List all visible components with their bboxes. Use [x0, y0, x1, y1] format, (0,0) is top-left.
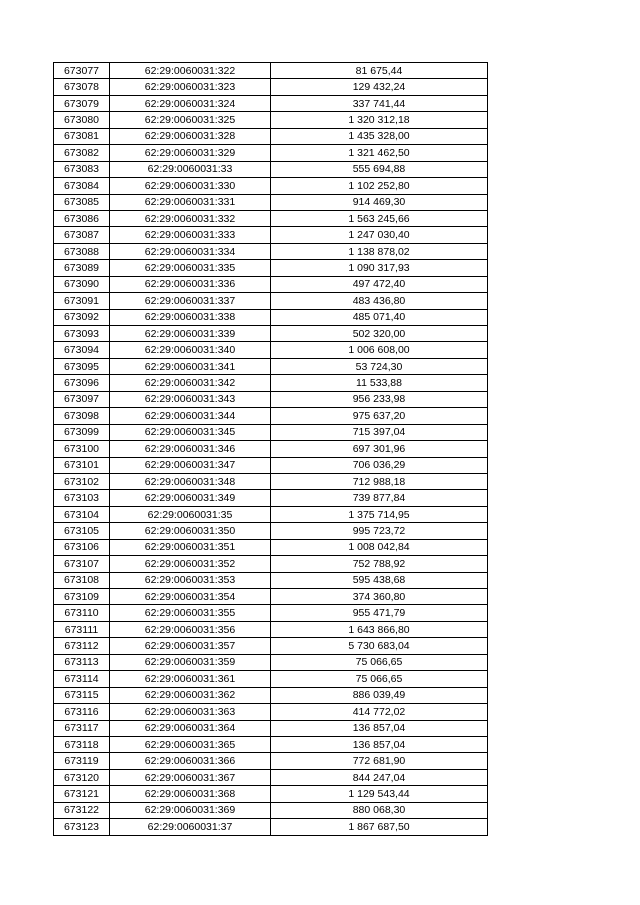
value-cell: 995 723,72: [271, 523, 488, 539]
value-cell: 136 857,04: [271, 736, 488, 752]
cadastral-number-cell: 62:29:0060031:345: [110, 424, 271, 440]
value-cell: 715 397,04: [271, 424, 488, 440]
value-cell: 1 320 312,18: [271, 112, 488, 128]
row-number-cell: 673090: [54, 276, 110, 292]
table-row: [54, 556, 488, 572]
value-cell: 485 071,40: [271, 309, 488, 325]
table-row: [54, 424, 488, 440]
cadastral-number-cell: 62:29:0060031:351: [110, 539, 271, 555]
row-number-cell: 673077: [54, 63, 110, 79]
value-cell: 502 320,00: [271, 326, 488, 342]
value-cell: 975 637,20: [271, 408, 488, 424]
row-number-cell: 673108: [54, 572, 110, 588]
row-number-cell: 673111: [54, 621, 110, 637]
cadastral-number-cell: 62:29:0060031:324: [110, 95, 271, 111]
table-row: [54, 326, 488, 342]
cadastral-number-cell: 62:29:0060031:330: [110, 178, 271, 194]
cadastral-number-cell: 62:29:0060031:347: [110, 457, 271, 473]
row-number-cell: 673098: [54, 408, 110, 424]
table-row: [54, 112, 488, 128]
cadastral-number-cell: 62:29:0060031:367: [110, 769, 271, 785]
table-row: [54, 375, 488, 391]
row-number-cell: 673110: [54, 605, 110, 621]
cadastral-number-cell: 62:29:0060031:339: [110, 326, 271, 342]
row-number-cell: 673080: [54, 112, 110, 128]
cadastral-number-cell: 62:29:0060031:354: [110, 589, 271, 605]
cadastral-number-cell: 62:29:0060031:365: [110, 736, 271, 752]
cadastral-number-cell: 62:29:0060031:340: [110, 342, 271, 358]
row-number-cell: 673097: [54, 391, 110, 407]
row-number-cell: 673086: [54, 210, 110, 226]
cadastral-number-cell: 62:29:0060031:331: [110, 194, 271, 210]
row-number-cell: 673104: [54, 506, 110, 522]
row-number-cell: 673101: [54, 457, 110, 473]
row-number-cell: 673094: [54, 342, 110, 358]
table-row: [54, 687, 488, 703]
cadastral-number-cell: 62:29:0060031:353: [110, 572, 271, 588]
cadastral-number-cell: 62:29:0060031:332: [110, 210, 271, 226]
row-number-cell: 673113: [54, 654, 110, 670]
value-cell: 53 724,30: [271, 358, 488, 374]
table-row: [54, 786, 488, 802]
value-cell: 414 772,02: [271, 704, 488, 720]
value-cell: 136 857,04: [271, 720, 488, 736]
row-number-cell: 673109: [54, 589, 110, 605]
cadastral-number-cell: 62:29:0060031:343: [110, 391, 271, 407]
cadastral-number-cell: 62:29:0060031:344: [110, 408, 271, 424]
value-cell: 75 066,65: [271, 671, 488, 687]
cadastral-number-cell: 62:29:0060031:37: [110, 819, 271, 835]
row-number-cell: 673083: [54, 161, 110, 177]
table-row: [54, 523, 488, 539]
row-number-cell: 673105: [54, 523, 110, 539]
table-row: [54, 441, 488, 457]
cadastral-number-cell: 62:29:0060031:334: [110, 243, 271, 259]
row-number-cell: 673085: [54, 194, 110, 210]
row-number-cell: 673107: [54, 556, 110, 572]
value-cell: 956 233,98: [271, 391, 488, 407]
row-number-cell: 673093: [54, 326, 110, 342]
table-row: [54, 671, 488, 687]
table-row: [54, 621, 488, 637]
table-row: [54, 539, 488, 555]
value-cell: 1 008 042,84: [271, 539, 488, 555]
row-number-cell: 673117: [54, 720, 110, 736]
cadastral-number-cell: 62:29:0060031:337: [110, 293, 271, 309]
cadastral-number-cell: 62:29:0060031:338: [110, 309, 271, 325]
table-row: [54, 638, 488, 654]
row-number-cell: 673078: [54, 79, 110, 95]
cadastral-number-cell: 62:29:0060031:348: [110, 473, 271, 489]
value-cell: 374 360,80: [271, 589, 488, 605]
value-cell: 483 436,80: [271, 293, 488, 309]
table-row: [54, 457, 488, 473]
value-cell: 5 730 683,04: [271, 638, 488, 654]
cadastral-number-cell: 62:29:0060031:333: [110, 227, 271, 243]
table-row: [54, 128, 488, 144]
value-cell: 1 867 687,50: [271, 819, 488, 835]
row-number-cell: 673114: [54, 671, 110, 687]
table-row: [54, 736, 488, 752]
cadastral-number-cell: 62:29:0060031:369: [110, 802, 271, 818]
cadastral-number-cell: 62:29:0060031:359: [110, 654, 271, 670]
value-cell: 914 469,30: [271, 194, 488, 210]
row-number-cell: 673123: [54, 819, 110, 835]
table-row: [54, 342, 488, 358]
table-row: [54, 753, 488, 769]
table-row: [54, 161, 488, 177]
row-number-cell: 673100: [54, 441, 110, 457]
value-cell: 697 301,96: [271, 441, 488, 457]
value-cell: 1 643 866,80: [271, 621, 488, 637]
value-cell: 1 321 462,50: [271, 145, 488, 161]
row-number-cell: 673099: [54, 424, 110, 440]
table-row: [54, 79, 488, 95]
value-cell: 75 066,65: [271, 654, 488, 670]
cadastral-number-cell: 62:29:0060031:364: [110, 720, 271, 736]
cadastral-number-cell: 62:29:0060031:363: [110, 704, 271, 720]
row-number-cell: 673120: [54, 769, 110, 785]
row-number-cell: 673087: [54, 227, 110, 243]
value-cell: 11 533,88: [271, 375, 488, 391]
row-number-cell: 673122: [54, 802, 110, 818]
cadastral-number-cell: 62:29:0060031:33: [110, 161, 271, 177]
row-number-cell: 673088: [54, 243, 110, 259]
value-cell: 1 090 317,93: [271, 260, 488, 276]
value-cell: 1 247 030,40: [271, 227, 488, 243]
row-number-cell: 673116: [54, 704, 110, 720]
cadastral-number-cell: 62:29:0060031:352: [110, 556, 271, 572]
value-cell: 595 438,68: [271, 572, 488, 588]
table-row: [54, 490, 488, 506]
table-row: [54, 95, 488, 111]
value-cell: 555 694,88: [271, 161, 488, 177]
row-number-cell: 673084: [54, 178, 110, 194]
value-cell: 1 138 878,02: [271, 243, 488, 259]
value-cell: 706 036,29: [271, 457, 488, 473]
table-body: [54, 63, 488, 836]
value-cell: 752 788,92: [271, 556, 488, 572]
table-row: [54, 704, 488, 720]
value-cell: 844 247,04: [271, 769, 488, 785]
table-row: [54, 769, 488, 785]
row-number-cell: 673082: [54, 145, 110, 161]
row-number-cell: 673095: [54, 358, 110, 374]
row-number-cell: 673096: [54, 375, 110, 391]
cadastral-number-cell: 62:29:0060031:323: [110, 79, 271, 95]
cadastral-number-cell: 62:29:0060031:342: [110, 375, 271, 391]
cadastral-number-cell: 62:29:0060031:335: [110, 260, 271, 276]
row-number-cell: 673089: [54, 260, 110, 276]
row-number-cell: 673106: [54, 539, 110, 555]
table-row: [54, 819, 488, 835]
row-number-cell: 673103: [54, 490, 110, 506]
cadastral-number-cell: 62:29:0060031:322: [110, 63, 271, 79]
cadastral-number-cell: 62:29:0060031:341: [110, 358, 271, 374]
table-row: [54, 802, 488, 818]
cadastral-number-cell: 62:29:0060031:350: [110, 523, 271, 539]
cadastral-number-cell: 62:29:0060031:357: [110, 638, 271, 654]
row-number-cell: 673091: [54, 293, 110, 309]
value-cell: 886 039,49: [271, 687, 488, 703]
table-row: [54, 63, 488, 79]
table-row: [54, 720, 488, 736]
value-cell: 739 877,84: [271, 490, 488, 506]
table-row: [54, 293, 488, 309]
table-row: [54, 605, 488, 621]
table-row: [54, 473, 488, 489]
cadastral-number-cell: 62:29:0060031:349: [110, 490, 271, 506]
value-cell: 1 006 608,00: [271, 342, 488, 358]
cadastral-number-cell: 62:29:0060031:329: [110, 145, 271, 161]
cadastral-number-cell: 62:29:0060031:366: [110, 753, 271, 769]
cadastral-number-cell: 62:29:0060031:325: [110, 112, 271, 128]
table-row: [54, 408, 488, 424]
value-cell: 772 681,90: [271, 753, 488, 769]
row-number-cell: 673119: [54, 753, 110, 769]
value-cell: 129 432,24: [271, 79, 488, 95]
cadastral-number-cell: 62:29:0060031:361: [110, 671, 271, 687]
table-row: [54, 227, 488, 243]
cadastral-number-cell: 62:29:0060031:356: [110, 621, 271, 637]
row-number-cell: 673118: [54, 736, 110, 752]
cadastral-number-cell: 62:29:0060031:328: [110, 128, 271, 144]
value-cell: 1 129 543,44: [271, 786, 488, 802]
table-row: [54, 358, 488, 374]
value-cell: 1 435 328,00: [271, 128, 488, 144]
table-row: [54, 572, 488, 588]
table-row: [54, 260, 488, 276]
row-number-cell: 673121: [54, 786, 110, 802]
cadastral-number-cell: 62:29:0060031:355: [110, 605, 271, 621]
row-number-cell: 673115: [54, 687, 110, 703]
row-number-cell: 673081: [54, 128, 110, 144]
value-cell: 497 472,40: [271, 276, 488, 292]
table-row: [54, 210, 488, 226]
row-number-cell: 673092: [54, 309, 110, 325]
value-cell: 81 675,44: [271, 63, 488, 79]
cadastral-number-cell: 62:29:0060031:336: [110, 276, 271, 292]
data-table: [53, 62, 488, 836]
cadastral-number-cell: 62:29:0060031:368: [110, 786, 271, 802]
value-cell: 337 741,44: [271, 95, 488, 111]
table-row: [54, 243, 488, 259]
table-row: [54, 276, 488, 292]
cadastral-number-cell: 62:29:0060031:35: [110, 506, 271, 522]
cadastral-number-cell: 62:29:0060031:362: [110, 687, 271, 703]
row-number-cell: 673079: [54, 95, 110, 111]
table-row: [54, 506, 488, 522]
table-row: [54, 178, 488, 194]
table-row: [54, 654, 488, 670]
value-cell: 712 988,18: [271, 473, 488, 489]
table-row: [54, 589, 488, 605]
value-cell: 1 375 714,95: [271, 506, 488, 522]
value-cell: 1 563 245,66: [271, 210, 488, 226]
value-cell: 880 068,30: [271, 802, 488, 818]
value-cell: 1 102 252,80: [271, 178, 488, 194]
row-number-cell: 673102: [54, 473, 110, 489]
table-row: [54, 309, 488, 325]
row-number-cell: 673112: [54, 638, 110, 654]
table-row: [54, 145, 488, 161]
value-cell: 955 471,79: [271, 605, 488, 621]
table-row: [54, 391, 488, 407]
cadastral-number-cell: 62:29:0060031:346: [110, 441, 271, 457]
table-row: [54, 194, 488, 210]
